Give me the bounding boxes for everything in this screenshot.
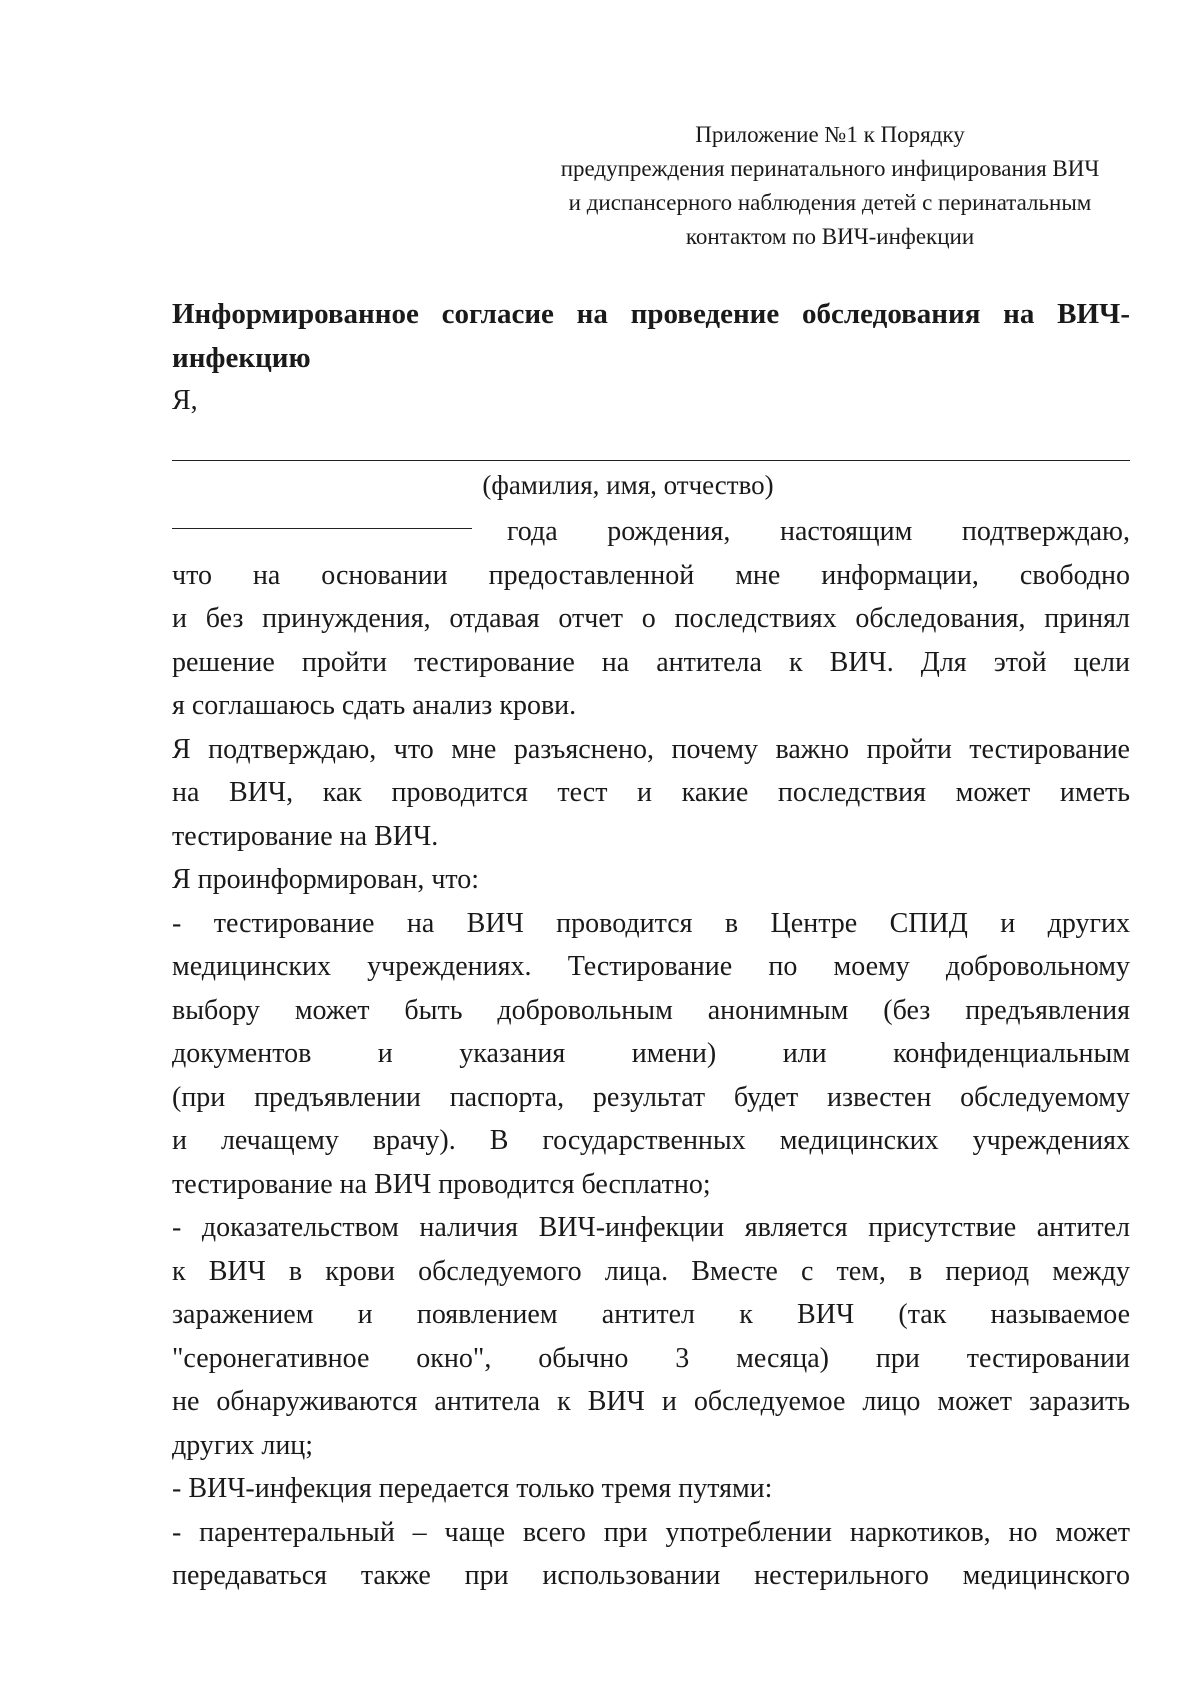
body-word: подтверждаю, — [961, 516, 1130, 547]
title-line: инфекцию — [172, 342, 311, 374]
body-line: - ВИЧ-инфекция передается только тремя путями: — [172, 1473, 773, 1504]
body-line: медицинских учреждениях. Тестирование по моему добровольному — [172, 951, 1130, 982]
body-line: не обнаруживаются антитела к ВИЧ и обследуемое лицо может заразить — [172, 1386, 1130, 1417]
body-line: и без принуждения, отдавая отчет о последствиях обследования, принял — [172, 603, 1130, 634]
body-line: (при предъявлении паспорта, результат будет известен обследуемому — [172, 1081, 1130, 1113]
appendix-line: Приложение №1 к Порядку — [695, 122, 965, 147]
ya-label: Я, — [172, 385, 198, 416]
title-line: Информированное согласие на проведение обследования на ВИЧ- — [172, 298, 1130, 330]
body-line: - парентеральный – чаще всего при употреблении наркотиков, но может — [172, 1516, 1130, 1548]
body-line: "серонегативное окно", обычно 3 месяца) при тестировании — [172, 1342, 1130, 1374]
fio-caption-text: (фамилия, имя, отчество) — [482, 470, 774, 500]
appendix-line: и диспансерного наблюдения детей с перинатальным — [568, 190, 1092, 215]
body-line: и лечащему врачу). В государственных медицинских учреждениях — [172, 1125, 1130, 1156]
body-word: настоящим — [779, 516, 913, 547]
appendix-line: предупреждения перинатального инфицирования ВИЧ — [560, 156, 1100, 181]
body-line: передаваться также при использовании нестерильного медицинского — [172, 1560, 1130, 1591]
birth-year-row — [172, 510, 1130, 554]
body-lines — [172, 554, 1130, 1598]
body-line: заражением и появлением антител к ВИЧ (так называемое — [172, 1299, 1130, 1330]
body-line: к ВИЧ в крови обследуемого лица. Вместе с тем, в период между — [172, 1255, 1130, 1287]
body-line: других лиц; — [172, 1429, 314, 1461]
body-line: - тестирование на ВИЧ проводится в Центре СПИД и других — [172, 907, 1130, 939]
body-line: тестирование на ВИЧ проводится бесплатно; — [172, 1168, 711, 1200]
body-line: Я проинформирован, что: — [172, 864, 480, 895]
body-line: я соглашаюсь сдать анализ крови. — [172, 690, 577, 721]
body-line: документов и указания имени) или конфиденциальным — [172, 1038, 1130, 1069]
document-title — [172, 292, 1130, 380]
appendix-header — [520, 118, 1140, 254]
body-word: года — [507, 516, 558, 547]
body-word: рождения, — [607, 516, 731, 547]
body-line: что на основании предоставленной мне информации, свободно — [172, 559, 1130, 591]
fio-fill-line — [172, 460, 1130, 461]
body-line: на ВИЧ, как проводится тест и какие последствия может иметь — [172, 777, 1130, 808]
body-line: тестирование на ВИЧ. — [172, 820, 439, 852]
body-line: выбору может быть добровольным анонимным (без предъявления — [172, 994, 1130, 1026]
document-body — [172, 510, 1130, 1598]
appendix-line: контактом по ВИЧ-инфекции — [685, 224, 975, 249]
body-line: решение пройти тестирование на антитела к ВИЧ. Для этой цели — [172, 646, 1130, 678]
body-line: Я подтверждаю, что мне разъяснено, почему важно пройти тестирование — [172, 733, 1130, 765]
fio-caption — [0, 470, 1200, 501]
body-line: - доказательством наличия ВИЧ-инфекции является присутствие антител — [172, 1212, 1130, 1243]
